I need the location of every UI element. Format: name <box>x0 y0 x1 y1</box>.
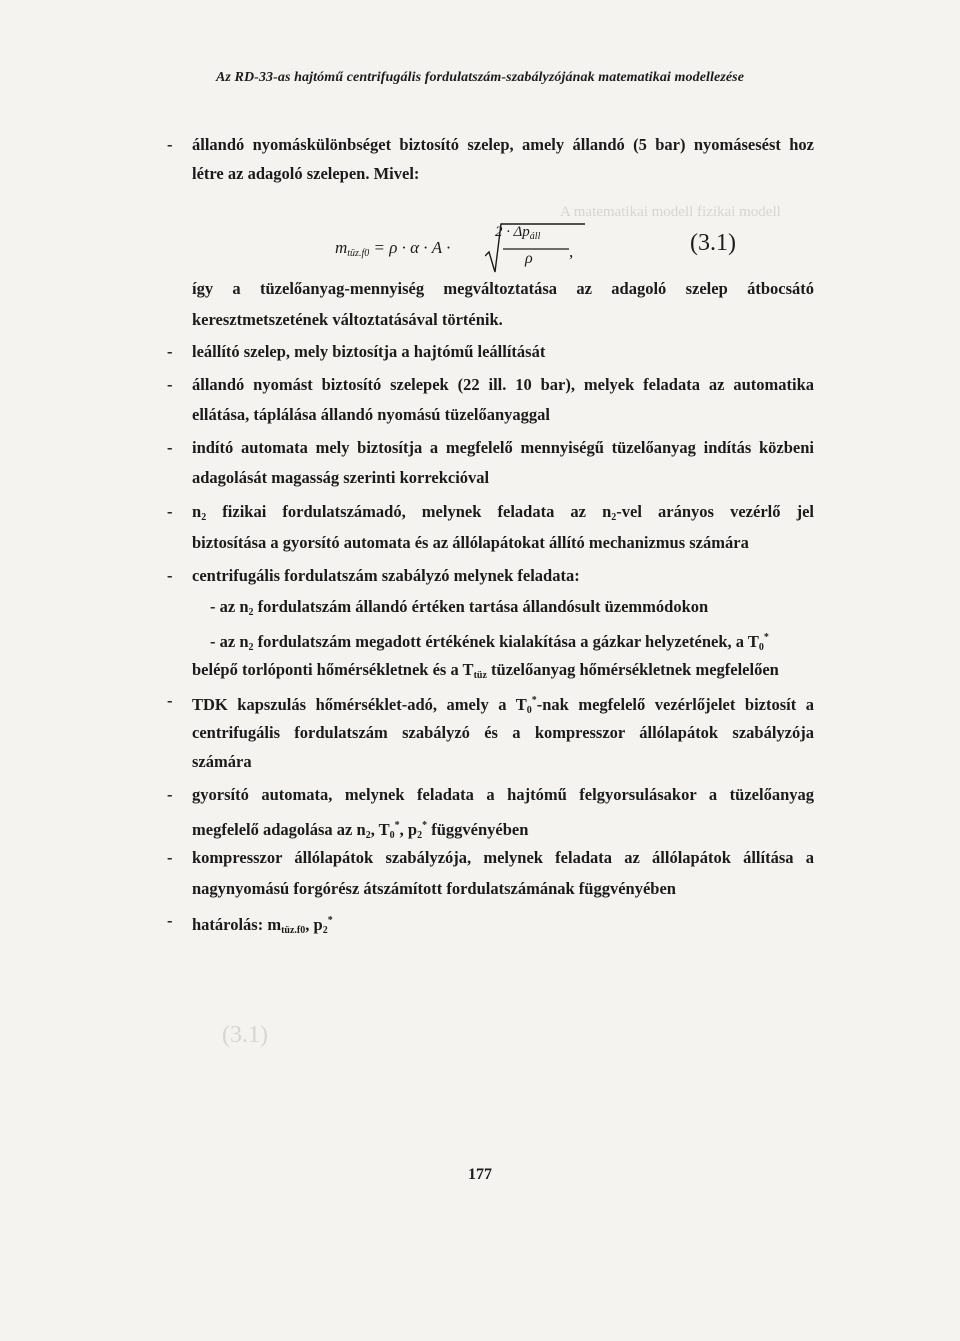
paragraph-line <box>192 690 814 722</box>
subscript: tüz.f0 <box>281 925 306 936</box>
text-run: fizikai fordulatszámadó, melynek feladata az n <box>206 502 612 521</box>
equation-lhs-subscript: tüz.f0 <box>347 248 370 259</box>
paragraph-line: létre az adagoló szelepen. Mivel: <box>192 164 420 183</box>
text-run: TDK kapszulás hőmérséklet-adó, amely a T <box>192 695 527 714</box>
paragraph-line: leállító szelep, mely biztosítja a hajtómű leállítását <box>192 342 546 361</box>
list-bullet: - <box>167 342 173 361</box>
paragraph-line: nagynyomású forgórész átszámított fordulatszámának függvényében <box>192 879 676 898</box>
running-header: Az RD-33-as hajtómű centrifugális fordulatszám-szabályzójának matematikai modellezése <box>215 70 745 85</box>
sub-item-line <box>210 596 814 624</box>
sub-item-line <box>210 627 814 659</box>
paragraph-line: állandó nyomást biztosító szelepek (22 ill. 10 bar), melyek feladata az automatika <box>192 375 814 394</box>
superscript: * <box>763 632 769 643</box>
list-bullet: - <box>167 848 173 867</box>
text-run: függvényében <box>427 820 529 839</box>
paragraph-line <box>192 501 814 529</box>
subscript: 2 <box>417 830 423 841</box>
text-run: , p <box>399 820 418 839</box>
subscript: 0 <box>389 830 395 841</box>
bleed-through-text: A matematikai modell fizikai modell <box>560 204 781 220</box>
equation-3-1 <box>335 218 755 278</box>
equation-comma: , <box>569 242 574 261</box>
superscript: * <box>327 915 333 926</box>
list-bullet: - <box>167 566 173 585</box>
subscript: 0 <box>758 642 764 653</box>
superscript: * <box>394 820 400 831</box>
page-number: 177 <box>468 1166 492 1183</box>
list-bullet: - <box>167 135 173 154</box>
subscript: 2 <box>248 607 254 618</box>
equation-denominator: ρ <box>525 250 533 267</box>
list-bullet: - <box>167 785 173 804</box>
paragraph-line: gyorsító automata, melynek feladata a hajtómű felgyorsulásakor a tüzelőanyag <box>192 785 814 804</box>
equation-numerator-text: 2 · Δp <box>495 224 530 240</box>
subscript: 2 <box>365 830 371 841</box>
text-run: fordulatszám állandó értéken tartása állandósult üzemmódokon <box>253 597 709 616</box>
paragraph-line <box>192 659 814 687</box>
bleed-through-equation-number: (3.1) <box>222 1022 268 1048</box>
text-run: fordulatszám megadott értékének kialakítása a gázkar helyzetének, a T <box>253 632 759 651</box>
text-run: -vel arányos vezérlő jel <box>616 502 814 521</box>
list-bullet: - <box>167 502 173 521</box>
equation-lhs-symbol: m <box>335 238 348 257</box>
paragraph-line <box>192 910 814 942</box>
paragraph-line: kompresszor állólapátok szabályzója, melynek feladata az állólapátok állítása a <box>192 848 814 867</box>
superscript: * <box>422 820 428 831</box>
text-run: megfelelő adagolása az n <box>192 820 366 839</box>
paragraph-line: állandó nyomáskülönbséget biztosító szelep, amely állandó (5 bar) nyomásesést hoz <box>192 135 814 154</box>
n2-symbol: n <box>192 502 202 521</box>
paragraph-line <box>192 815 814 847</box>
text-run: határolás: m <box>192 915 282 934</box>
subscript: 2 <box>248 642 254 653</box>
list-bullet: - <box>167 691 173 710</box>
equation-numerator <box>495 224 540 242</box>
paragraph-line: centrifugális fordulatszám szabályzó melynek feladata: <box>192 566 580 585</box>
text-run: -nak megfelelő vezérlőjelet biztosít a <box>536 695 814 714</box>
equation-lhs <box>335 238 450 259</box>
text-run: belépő torlóponti hőmérsékletnek és a T <box>192 660 474 679</box>
subscript: 2 <box>322 925 328 936</box>
text-run: , T <box>370 820 390 839</box>
equation-numerator-subscript: áll <box>529 231 541 242</box>
paragraph-line: biztosítása a gyorsító automata és az állólapátokat állító mechanizmus számára <box>192 533 749 552</box>
text-run: - az n <box>210 597 249 616</box>
paragraph-line: indító automata mely biztosítja a megfelelő mennyiségű tüzelőanyag indítás közbeni <box>192 438 814 457</box>
list-bullet: - <box>167 438 173 457</box>
paragraph-line: centrifugális fordulatszám szabályzó és a kompresszor állólapátok szabályzója <box>192 723 814 742</box>
text-run: , p <box>305 915 323 934</box>
subscript: 2 <box>611 512 617 523</box>
text-run: tüzelőanyag hőmérsékletnek megfelelően <box>486 660 779 679</box>
paragraph-line: így a tüzelőanyag-mennyiség megváltoztatása az adagoló szelep átbocsátó <box>192 279 814 298</box>
list-bullet: - <box>167 375 173 394</box>
paragraph-line: számára <box>192 752 252 771</box>
subscript: tüz <box>473 670 487 681</box>
text-run: - az n <box>210 632 249 651</box>
list-bullet: - <box>167 911 173 930</box>
equation-rhs: = ρ · α · A · <box>373 238 451 257</box>
subscript: 2 <box>201 512 207 523</box>
subscript: 0 <box>526 705 532 716</box>
paragraph-line: ellátása, táplálása állandó nyomású tüzelőanyaggal <box>192 405 550 424</box>
paragraph-line: adagolását magasság szerinti korrekcióval <box>192 468 490 487</box>
superscript: * <box>531 695 537 706</box>
equation-number: (3.1) <box>690 230 736 256</box>
paragraph-line: keresztmetszetének változtatásával történik. <box>192 310 503 329</box>
